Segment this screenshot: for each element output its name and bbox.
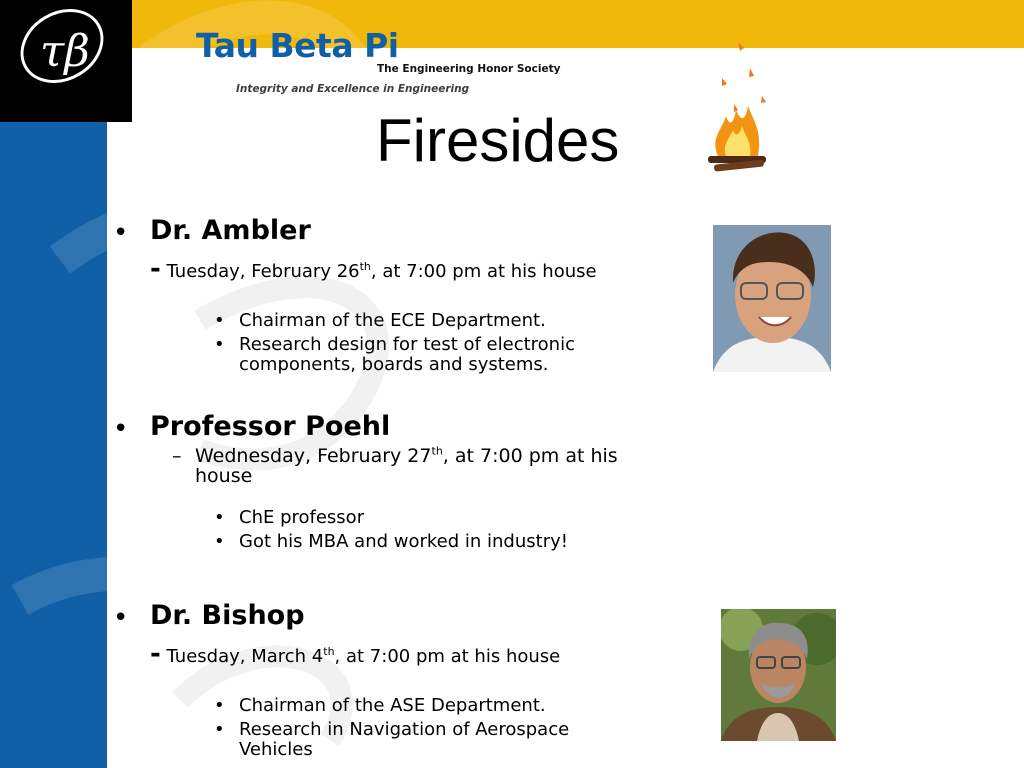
tbp-logo-icon: [0, 0, 132, 122]
date-bishop: [150, 639, 560, 669]
date-text: Tuesday, February 26: [166, 261, 360, 282]
logo-box: [0, 0, 132, 122]
detail-bishop-1: [214, 695, 659, 716]
brand-motto: Integrity and Excellence in Engineering: [236, 83, 470, 95]
detail-text: Research design for test of electronic components, boards and systems.: [239, 334, 575, 375]
campfire-icon: [700, 38, 780, 178]
detail-poehl-2: [214, 531, 659, 552]
bullet-ambler: •: [113, 218, 129, 248]
sub-bullet-dot: •: [214, 695, 225, 716]
date-suffix: th: [323, 645, 335, 658]
date-time: , at 7:00 pm at his house: [370, 261, 597, 282]
photo-bishop: [721, 609, 836, 741]
photo-ambler: [713, 225, 831, 372]
date-time: , at 7:00 pm at his house: [334, 646, 561, 667]
detail-poehl-1: [214, 507, 659, 528]
bullet-bishop: •: [113, 603, 129, 633]
detail-ambler-1: [214, 310, 659, 331]
slide-title: Firesides: [376, 107, 620, 174]
detail-text: ChE professor: [239, 507, 365, 528]
date-poehl: [172, 446, 618, 486]
bullet-poehl: •: [113, 414, 129, 444]
detail-bishop-2: [214, 719, 619, 760]
date-time: , at 7:00 pm at his: [442, 445, 618, 467]
name-poehl: Professor Poehl: [150, 411, 391, 442]
detail-text: Research in Navigation of Aerospace Vehicles: [239, 719, 570, 760]
sub-bullet-dot: •: [214, 507, 225, 528]
sub-bullet-dot: •: [214, 334, 225, 355]
detail-text: Chairman of the ECE Department.: [239, 310, 546, 331]
date-text: Wednesday, February 27: [195, 445, 432, 467]
svg-text:τβ: τβ: [40, 26, 90, 77]
detail-text: Chairman of the ASE Department.: [239, 695, 546, 716]
date-dash: -: [150, 639, 161, 669]
detail-ambler-2: [214, 334, 629, 375]
sub-bullet-dot: •: [214, 310, 225, 331]
sub-bullet-dot: •: [214, 531, 225, 552]
date-wrap: house: [195, 465, 253, 487]
brand-tagline: The Engineering Honor Society: [377, 63, 561, 75]
date-dash: –: [172, 445, 182, 467]
date-ambler: [150, 254, 597, 284]
detail-text: Got his MBA and worked in industry!: [239, 531, 568, 552]
date-text: Tuesday, March 4: [166, 646, 324, 667]
brand-name: Tau Beta Pi: [196, 26, 399, 65]
name-ambler: Dr. Ambler: [150, 215, 311, 246]
date-suffix: th: [431, 444, 443, 458]
date-suffix: th: [359, 260, 371, 273]
sub-bullet-dot: •: [214, 719, 225, 740]
date-dash: -: [150, 254, 161, 284]
name-bishop: Dr. Bishop: [150, 600, 305, 631]
